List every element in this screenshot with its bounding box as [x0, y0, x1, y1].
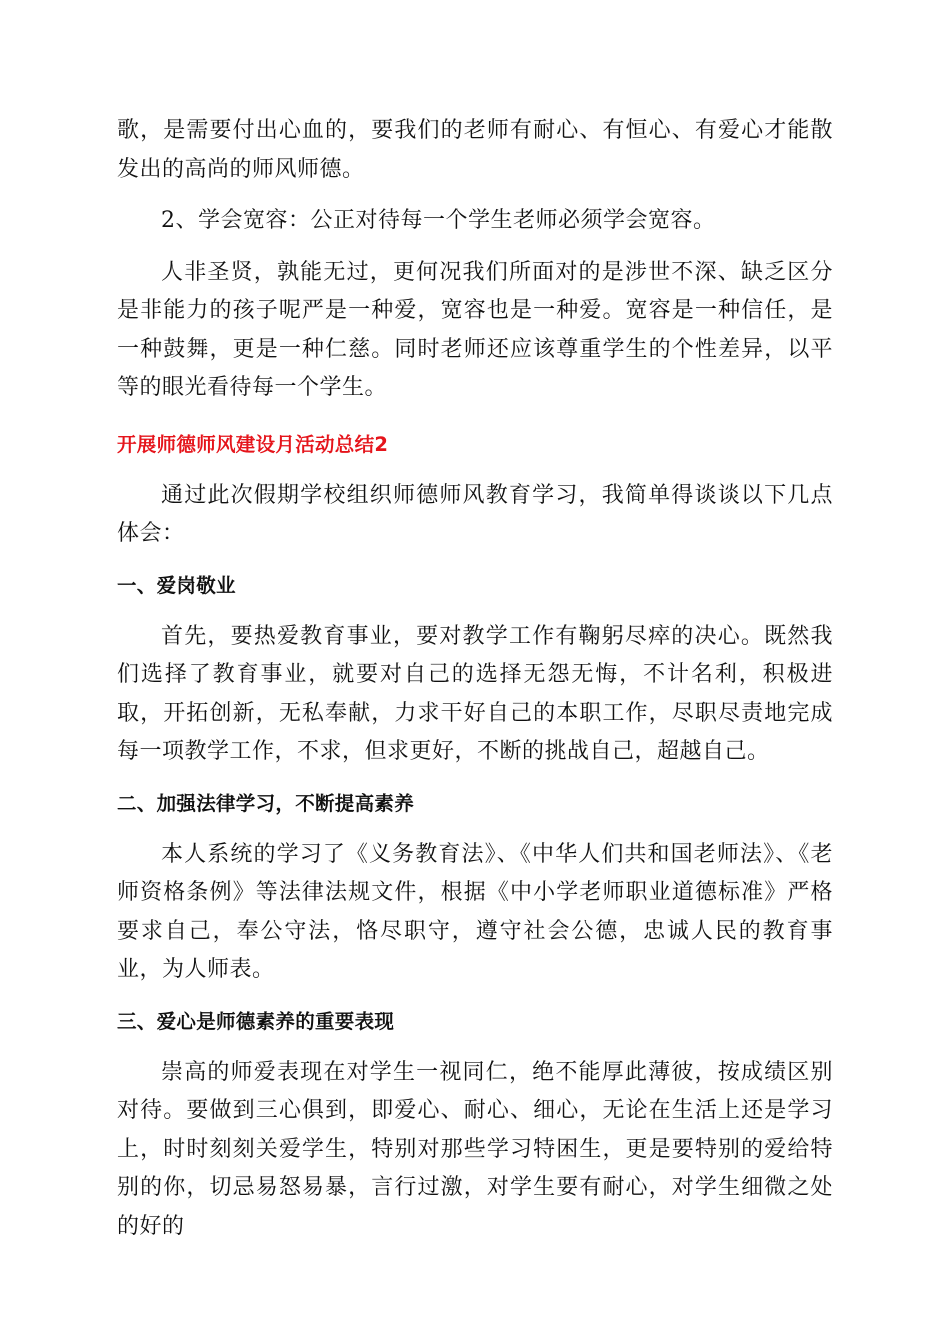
paragraph-continuation: 歌，是需要付出心血的，要我们的老师有耐心、有恒心、有爱心才能散发出的高尚的师风师德。	[117, 118, 833, 182]
paragraph-law-study: 本人系统的学习了《义务教育法》、《中华人们共和国老师法》、《老师资格条例》等法律法规文件，根据《中小学老师职业道德标准》严格要求自己，奉公守法，恪尽职守，遵守社会公德，忠诚人民的教育事业，为人师表。	[117, 841, 833, 982]
document-page	[117, 112, 833, 1246]
paragraph-tolerance-body: 人非圣贤，孰能无过，更何况我们所面对的是涉世不深、缺乏区分是非能力的孩子呢严是一种爱，宽容也是一种爱。宽容是一种信任，是一种鼓舞，更是一种仁慈。同时老师还应该尊重学生的个性差异，以平等的眼光看待每一个学生。	[117, 259, 833, 400]
heading-love: 三、爱心是师德素养的重要表现	[117, 1009, 395, 1033]
heading-law-study: 二、加强法律学习，不断提高素养	[117, 791, 415, 815]
section-title: 开展师德师风建设月活动总结2	[117, 432, 389, 456]
paragraph-intro: 通过此次假期学校组织师德师风教育学习，我简单得谈谈以下几点体会：	[117, 482, 833, 546]
paragraph-tolerance-point: 2、学会宽容：公正对待每一个学生老师必须学会宽容。	[161, 208, 716, 233]
paragraph-love: 崇高的师爱表现在对学生一视同仁，绝不能厚此薄彼，按成绩区别对待。要做到三心俱到，即爱心、耐心、细心，无论在生活上还是学习上，时时刻刻关爱学生，特别对那些学习特困生，更是要特别的爱给特别的你，切忌易怒易暴，言行过激，对学生要有耐心，对学生细微之处的好的	[117, 1059, 833, 1239]
paragraph-dedication: 首先，要热爱教育事业，要对教学工作有鞠躬尽瘁的决心。既然我们选择了教育事业，就要对自己的选择无怨无悔，不计名利，积极进取，开拓创新，无私奉献，力求干好自己的本职工作，尽职尽责地完成每一项教学工作，不求，但求更好，不断的挑战自己，超越自己。	[117, 623, 833, 764]
heading-dedication: 一、爱岗敬业	[117, 573, 236, 597]
